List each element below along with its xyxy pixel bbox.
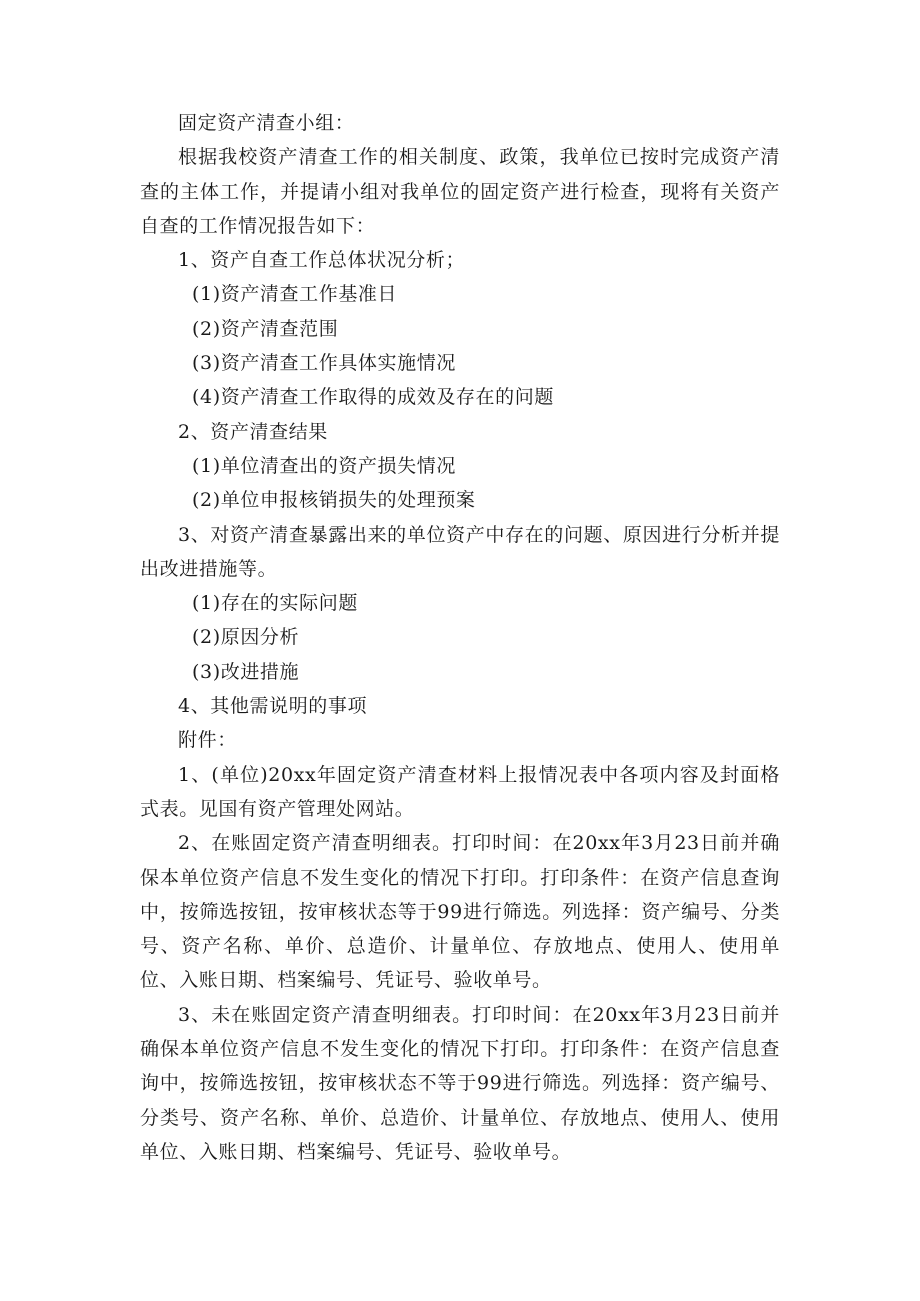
section-4-heading: 4、其他需说明的事项	[178, 695, 368, 718]
attachment-item: 1、(单位)20xx年固定资产清查材料上报情况表中各项内容及封面格式表。见国有资产管理处网站。	[140, 763, 780, 820]
section-1-item: (4)资产清查工作取得的成效及存在的问题	[192, 386, 554, 409]
attachments-label: 附件：	[178, 729, 237, 752]
section-2-item: (1)单位清查出的资产损失情况	[192, 454, 456, 477]
section-3-heading: 3、对资产清查暴露出来的单位资产中存在的问题、原因进行分析并提出改进措施等。	[140, 523, 780, 580]
section-3-item: (2)原因分析	[192, 626, 300, 649]
salutation: 固定资产清查小组：	[178, 112, 355, 134]
section-1-item: (3)资产清查工作具体实施情况	[192, 352, 456, 375]
section-2-heading: 2、资产清查结果	[178, 420, 328, 443]
section-1-heading: 1、资产自查工作总体状况分析；	[178, 249, 466, 272]
attachment-item: 3、未在账固定资产清查明细表。打印时间：在20xx年3月23日前并确保本单位资产信息不发生变化的情况下打印。打印条件：在资产信息查询中，按筛选按钮，按审核状态不等于99进行筛选。列选择：资产编号、分类号、资产名称、单价、总造价、计量单位、存放地点、使用人、使用单位、入账日期、档案编号、凭证号、验收单号。	[140, 1003, 780, 1163]
section-3-item: (1)存在的实际问题	[192, 592, 358, 615]
section-2-item: (2)单位申报核销损失的处理预案	[192, 489, 476, 512]
attachment-item: 2、在账固定资产清查明细表。打印时间：在20xx年3月23日前并确保本单位资产信息不发生变化的情况下打印。打印条件：在资产信息查询中，按筛选按钮，按审核状态等于99进行筛选。列选择：资产编号、分类号、资产名称、单价、总造价、计量单位、存放地点、使用人、使用单位、入账日期、档案编号、凭证号、验收单号。	[140, 832, 780, 992]
intro-paragraph: 根据我校资产清查工作的相关制度、政策，我单位已按时完成资产清查的主体工作，并提请小组对我单位的固定资产进行检查，现将有关资产自查的工作情况报告如下：	[140, 146, 780, 237]
section-1-item: (2)资产清查范围	[192, 317, 339, 340]
document-body	[140, 106, 780, 1169]
section-3-item: (3)改进措施	[192, 660, 300, 683]
section-1-item: (1)资产清查工作基准日	[192, 283, 398, 306]
